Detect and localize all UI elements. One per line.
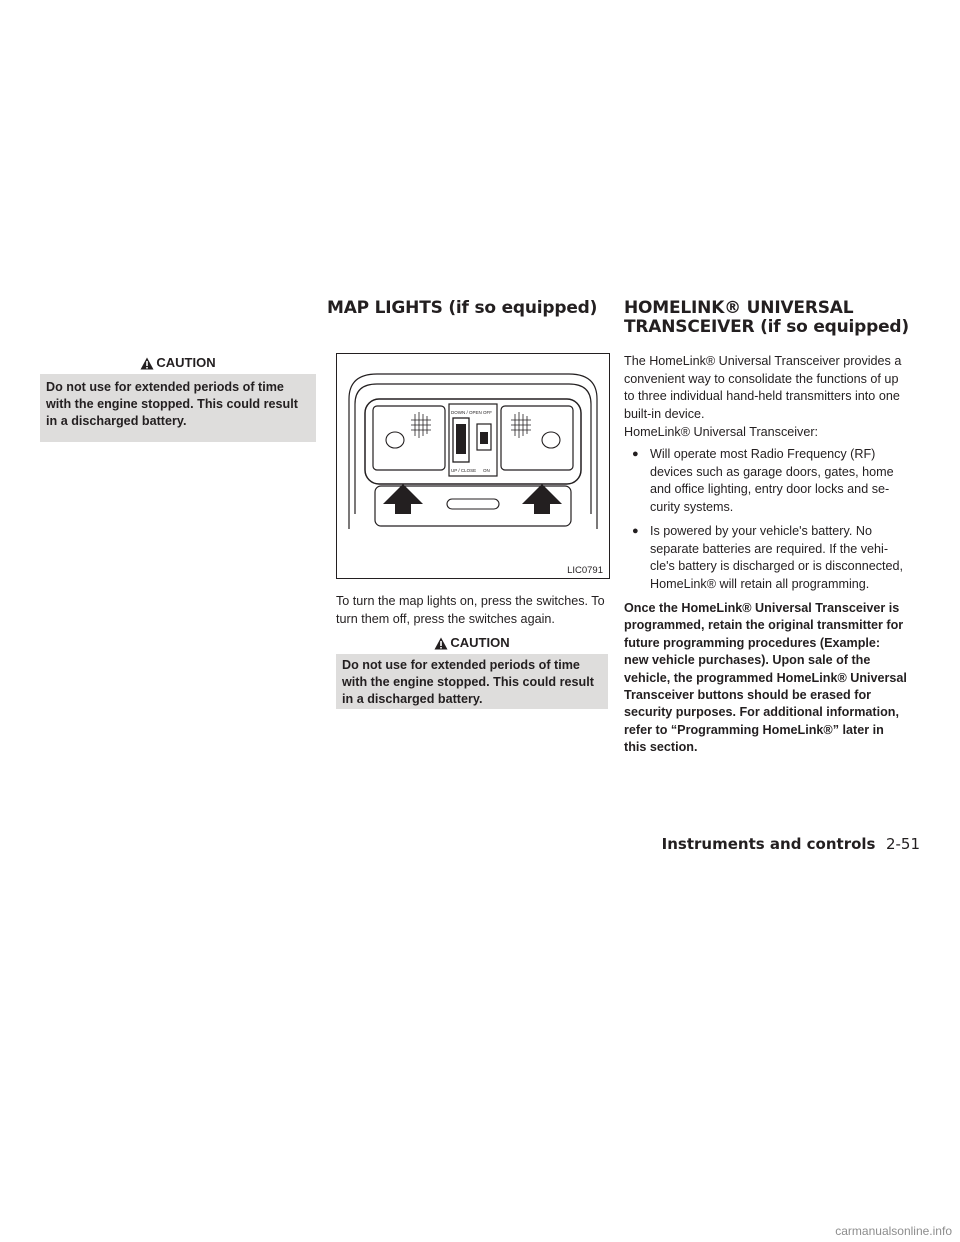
homelink-heading	[624, 299, 924, 337]
switch-label-up-close: UP / CLOSE	[451, 468, 477, 473]
homelink-note: Once the HomeLink® Universal Transceiver is programmed, retain the original transmitter for future programming procedures (Example: new vehicle purchases). Upon sale of the vehicle, the programmed HomeLink® Universal Transceiver buttons should be erased for security purposes. For additional information, refer to “Programming HomeLink®” later in this section.	[624, 601, 907, 755]
switch-label-down-open: DOWN / OPEN	[451, 410, 482, 415]
caution-box-left	[40, 352, 316, 442]
homelink-bullet-2	[632, 523, 907, 593]
caution-title: CAUTION	[156, 355, 216, 370]
bullet-icon: ●	[632, 448, 639, 460]
map-lights-figure	[336, 353, 610, 579]
footer-page-number: 2-51	[885, 835, 920, 853]
watermark-text: carmanualsonline.info	[835, 1224, 952, 1238]
caution-header	[336, 632, 608, 654]
homelink-bullet-1	[632, 446, 907, 516]
warning-icon	[140, 357, 154, 370]
footer-section-title: Instruments and controls	[661, 835, 876, 853]
page-footer	[600, 835, 920, 854]
caution-box-middle	[336, 632, 608, 709]
homelink-list-title: HomeLink® Universal Transceiver:	[624, 425, 819, 439]
switch-label-on: ON	[483, 468, 490, 473]
caution-text: Do not use for extended periods of time with the engine stopped. This could result in a discharged battery.	[342, 658, 594, 706]
homelink-heading-line2: TRANSCEIVER (if so equipped)	[624, 317, 909, 337]
map-lights-illustration	[337, 354, 609, 578]
figure-code: LIC0791	[567, 565, 603, 576]
map-lights-heading: MAP LIGHTS (if so equipped)	[327, 298, 598, 318]
caution-header	[40, 352, 316, 374]
bullet-text: Is powered by your vehicle's battery. No separate batteries are required. If the vehicle's battery is discharged or is disconnected, HomeLink® will retain all programming.	[650, 524, 904, 591]
switch-label-off: OFF	[483, 410, 492, 415]
caution-text: Do not use for extended periods of time with the engine stopped. This could result in a discharged battery.	[46, 380, 298, 428]
bullet-icon: ●	[632, 525, 639, 537]
caution-title: CAUTION	[450, 635, 510, 650]
homelink-heading-line1: HOMELINK® UNIVERSAL	[624, 298, 854, 318]
bullet-text: Will operate most Radio Frequency (RF) devices such as garage doors, gates, home and office lighting, entry door locks and security systems.	[650, 447, 894, 514]
warning-icon	[434, 637, 448, 650]
map-lights-paragraph: To turn the map lights on, press the switches. To turn them off, press the switches again.	[336, 594, 605, 626]
homelink-intro: The HomeLink® Universal Transceiver provides a convenient way to consolidate the functions of up to three individual hand-held transmitters into one built-in device.	[624, 354, 902, 421]
